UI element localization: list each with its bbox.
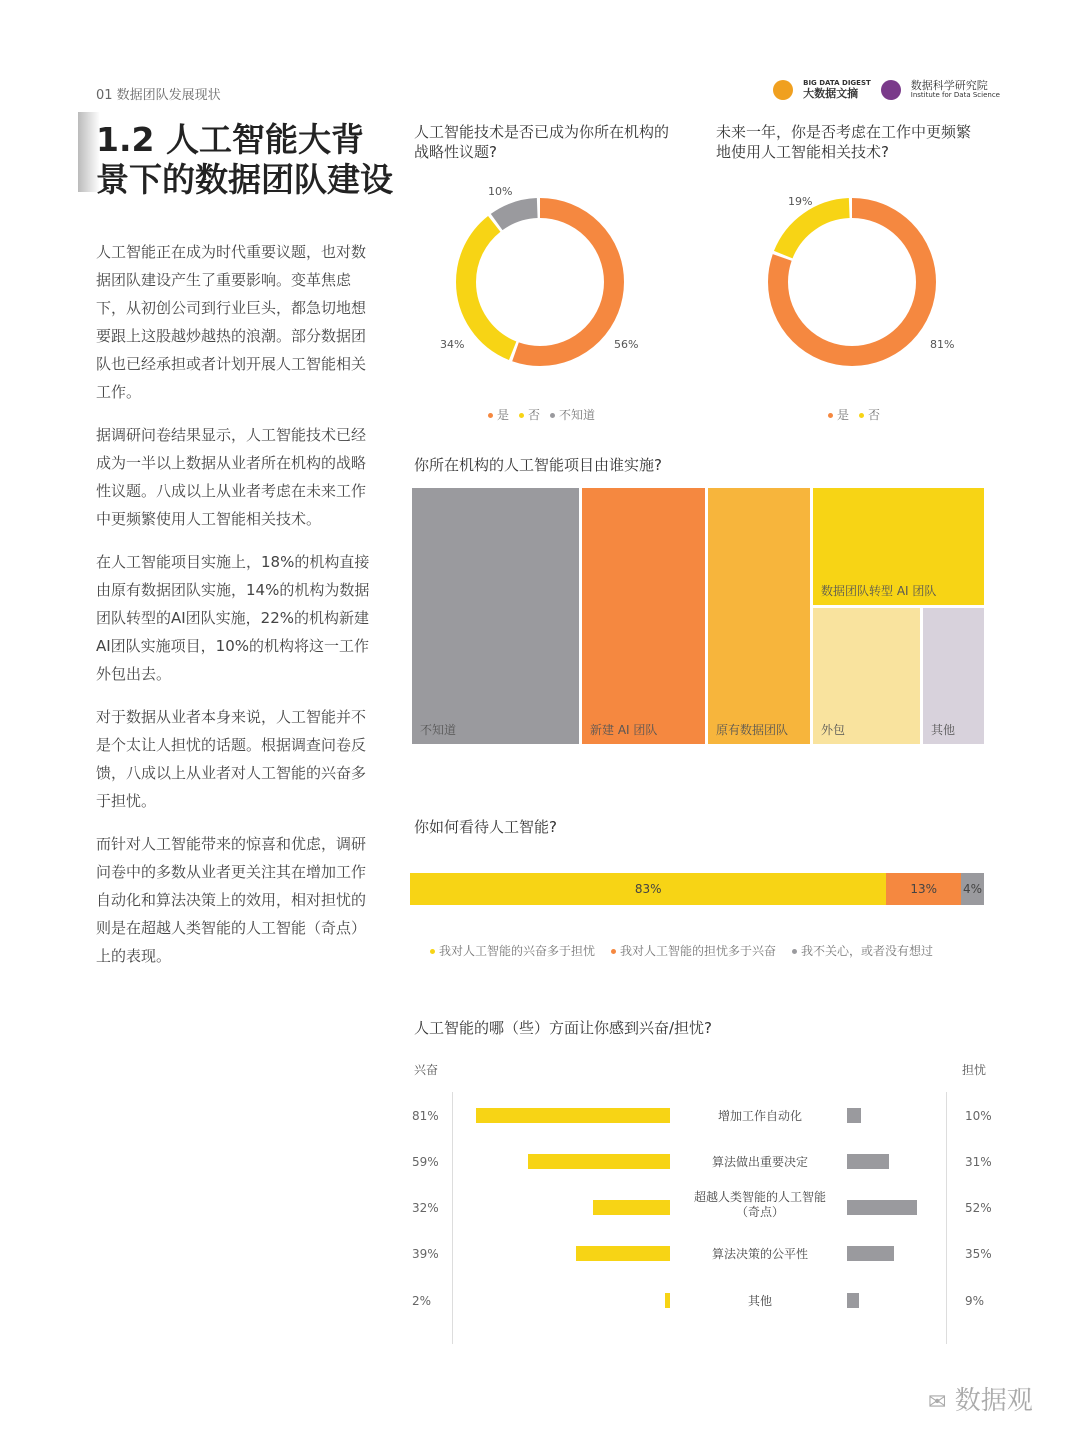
legend-item xyxy=(792,942,933,959)
big-data-digest-logo-icon xyxy=(773,80,793,100)
worry-pct: 10% xyxy=(965,1109,992,1123)
legend-dot xyxy=(611,949,616,954)
legend-label: 不知道 xyxy=(559,408,596,422)
treemap-title: 你所在机构的人工智能项目由谁实施? xyxy=(414,456,662,474)
donut2-legend xyxy=(828,406,880,423)
stacked-legend xyxy=(430,942,933,959)
donut1-chart xyxy=(440,182,640,382)
stacked-seg-indifferent xyxy=(961,873,984,905)
treemap-cell-transformed-team xyxy=(813,488,984,605)
category-label: 算法决策的公平性 xyxy=(711,1247,808,1261)
donut2-chart xyxy=(752,182,955,382)
worry-pct: 35% xyxy=(965,1247,992,1261)
donut1-legend xyxy=(488,406,595,423)
legend-item xyxy=(519,406,540,423)
stacked-seg-excited xyxy=(410,873,886,905)
seg-label: 13% xyxy=(910,882,938,896)
treemap-label: 不知道 xyxy=(420,723,457,737)
worry-pct: 52% xyxy=(965,1201,992,1215)
excite-pct: 2% xyxy=(412,1294,432,1308)
legend-item xyxy=(611,942,776,959)
legend-item xyxy=(828,406,849,423)
treemap-chart xyxy=(412,488,984,744)
treemap-label: 新建 AI 团队 xyxy=(590,723,658,737)
institute-logo xyxy=(911,80,1000,100)
legend-item xyxy=(430,942,595,959)
legend-dot xyxy=(430,949,435,954)
logo2-cn: 数据科学研究院 xyxy=(910,79,988,93)
legend-item xyxy=(550,406,595,423)
treemap-cell-new-ai-team xyxy=(582,488,705,744)
wechat-icon: ✉ xyxy=(928,1390,947,1415)
donut2-label-no: 19% xyxy=(788,195,813,208)
legend-dot xyxy=(488,413,493,418)
paragraph: 对于数据从业者本身来说，人工智能并不是个太让人担忧的话题。根据调查问卷反馈，八成以上从业者对人工智能的兴奋多于担忧。 xyxy=(96,708,367,810)
excite-bar xyxy=(476,1108,670,1123)
watermark-text: 数据观 xyxy=(954,1386,1033,1416)
paragraph: 而针对人工智能带来的惊喜和优虑，调研问卷中的多数从业者更关注其在增加工作自动化和算法决策上的效用，相对担忧的则是在超越人类智能的人工智能（奇点）上的表现。 xyxy=(96,835,367,965)
category-label: 增加工作自动化 xyxy=(717,1109,802,1123)
donut1-title: 人工智能技术是否已成为你所在机构的战略性议题? xyxy=(414,123,670,161)
legend-label: 我对人工智能的担忧多于兴奋 xyxy=(620,944,777,958)
paragraph: 据调研问卷结果显示，人工智能技术已经成为一半以上数据从业者所在机构的战略性议题。八成以上从业者考虑在未来工作中更频繁使用人工智能相关技术。 xyxy=(96,426,367,528)
worry-pct: 9% xyxy=(965,1294,985,1308)
logo2-en: Institute for Data Science xyxy=(910,91,1000,100)
legend-label: 我对人工智能的兴奋多于担忧 xyxy=(439,944,596,958)
stacked-bar xyxy=(410,873,984,905)
paragraph: 在人工智能项目实施上，18%的机构直接由原有数据团队实施，14%的机构为数据团队转型的AI团队实施，22%的机构新建AI团队实施项目，10%的机构将这一工作外包出去。 xyxy=(96,553,370,683)
treemap-label: 数据团队转型 AI 团队 xyxy=(821,584,937,598)
legend-item xyxy=(859,406,880,423)
right-header: 担忧 xyxy=(962,1063,987,1077)
excite-pct: 59% xyxy=(412,1155,439,1169)
treemap-cell-other xyxy=(923,608,984,744)
worry-bar xyxy=(847,1108,861,1123)
donut1-label-no: 34% xyxy=(440,338,465,351)
excite-pct: 32% xyxy=(412,1201,439,1215)
excite-bar xyxy=(528,1154,670,1169)
tsinghua-seal-icon xyxy=(881,80,901,100)
category-label: 其他 xyxy=(747,1294,772,1308)
excite-pct: 39% xyxy=(412,1247,439,1261)
paragraph: 人工智能正在成为时代重要议题，也对数据团队建设产生了重要影响。变革焦虑下，从初创公司到行业巨头，都急切地想要跟上这股越炒越热的浪潮。部分数据团队也已经承担或者计划开展人工智能相关工作。 xyxy=(96,243,367,401)
excite-bar xyxy=(593,1200,670,1215)
legend-label: 是 xyxy=(837,408,850,422)
big-data-digest-logo xyxy=(803,80,871,100)
excite-bar xyxy=(665,1293,670,1308)
treemap-cell-original-team xyxy=(708,488,810,744)
worry-bar xyxy=(847,1200,917,1215)
treemap-label: 外包 xyxy=(821,723,846,737)
treemap-cell-unknown xyxy=(412,488,579,744)
worry-pct: 31% xyxy=(965,1155,992,1169)
body-text xyxy=(96,238,378,985)
category-label: 超越人类智能的人工智能（奇点） xyxy=(693,1190,826,1219)
legend-dot xyxy=(859,413,864,418)
treemap-label: 其他 xyxy=(931,723,956,737)
treemap-label: 原有数据团队 xyxy=(716,723,789,737)
butterfly-title: 人工智能的哪（些）方面让你感到兴奋/担忧? xyxy=(414,1019,713,1037)
logo1-cn: 大数据文摘 xyxy=(803,86,859,100)
legend-label: 是 xyxy=(497,408,510,422)
left-header: 兴奋 xyxy=(414,1063,439,1077)
treemap-cell-outsourced xyxy=(813,608,920,744)
legend-dot xyxy=(519,413,524,418)
left-divider xyxy=(452,1092,453,1344)
excite-bar xyxy=(576,1246,670,1261)
donut2-label-yes: 81% xyxy=(930,338,955,351)
worry-bar xyxy=(847,1293,859,1308)
legend-label: 否 xyxy=(528,408,541,422)
right-divider xyxy=(946,1092,947,1344)
legend-label: 否 xyxy=(868,408,881,422)
section-title: 1.2 人工智能大背景下的数据团队建设 xyxy=(96,120,393,199)
legend-dot xyxy=(828,413,833,418)
legend-item xyxy=(488,406,509,423)
worry-bar xyxy=(847,1246,894,1261)
header-logos xyxy=(773,80,1000,100)
donut1-label-yes: 56% xyxy=(614,338,639,351)
worry-bar xyxy=(847,1154,889,1169)
logo1-en: BIG DATA DIGEST xyxy=(803,79,871,88)
excite-pct: 81% xyxy=(412,1109,439,1123)
watermark xyxy=(928,1380,1033,1417)
stacked-title: 你如何看待人工智能? xyxy=(414,818,557,836)
category-label: 算法做出重要决定 xyxy=(711,1155,808,1169)
seg-label: 4% xyxy=(962,882,983,896)
donut2-title: 未来一年，你是否考虑在工作中更频繁地使用人工智能相关技术? xyxy=(716,123,972,161)
stacked-seg-worried xyxy=(886,873,961,905)
donut1-label-unknown: 10% xyxy=(488,185,513,198)
legend-dot xyxy=(550,413,555,418)
seg-label: 83% xyxy=(634,882,662,896)
legend-label: 我不关心，或者没有想过 xyxy=(801,944,934,958)
legend-dot xyxy=(792,949,797,954)
running-head: 01 数据团队发展现状 xyxy=(96,88,221,103)
